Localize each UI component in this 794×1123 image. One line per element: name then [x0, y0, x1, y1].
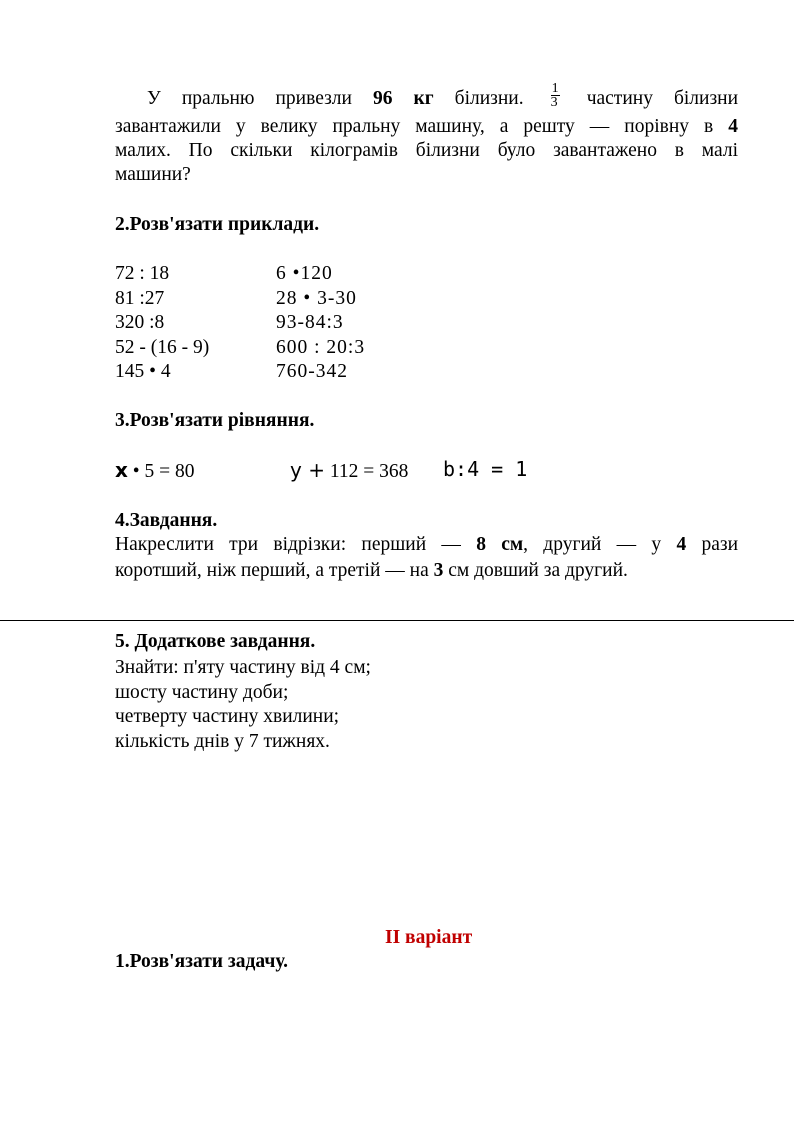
equation-2: y + 112 = 368 — [290, 458, 409, 482]
equation-1: x • 5 = 80 — [115, 458, 195, 482]
task1-line-3: малих. По скільки кілограмів білизни було завантажено в малі — [115, 140, 738, 161]
task2-heading: 2.Розв'язати приклади. — [115, 214, 320, 235]
task4-heading: 4.Завдання. — [115, 510, 218, 531]
example-item: 320 :8 — [115, 312, 165, 333]
task2-left-column — [115, 262, 209, 385]
example-item: 600 : 20:3 — [276, 336, 366, 358]
variant-title: II варіант — [385, 927, 473, 948]
task3-heading: 3.Розв'язати рівняння. — [115, 410, 315, 431]
task4-line-2: коротший, ніж перший, а третій — на 3 см довший за другий. — [115, 560, 628, 581]
equation-3: b:4 = 1 — [443, 457, 528, 481]
task1-mass: 96 кг — [373, 87, 434, 109]
example-item: 28 • 3-30 — [276, 287, 357, 309]
list-item: шосту частину доби; — [115, 681, 289, 703]
separator-line — [0, 620, 794, 621]
example-item: 6 •120 — [276, 263, 333, 284]
example-item: 760-342 — [276, 361, 348, 382]
example-item: 72 : 18 — [115, 263, 170, 284]
variant2-task1-heading: 1.Розв'язати задачу. — [115, 951, 288, 972]
task1-line-1 — [115, 81, 739, 113]
task1-line-2: завантажили у велику пральну машину, а решту — порівну в 4 — [115, 116, 738, 137]
task1-text: білизни. — [454, 87, 524, 109]
task1-text: У пральню привезли — [147, 87, 352, 109]
task5-heading: 5. Додаткове завдання. — [115, 631, 316, 652]
example-item: 145 • 4 — [115, 361, 171, 382]
list-item: кількість днів у 7 тижнях. — [115, 730, 330, 752]
task1-text: частину білизни — [586, 87, 739, 109]
task5-list — [115, 656, 371, 754]
task4-line-1: Накреслити три відрізки: перший — 8 см, другий — у 4 рази — [115, 534, 739, 555]
task2-right-column — [276, 262, 365, 385]
list-item: Знайти: п'яту частину від 4 см; — [115, 657, 371, 678]
example-item: 81 :27 — [115, 287, 165, 309]
example-item: 93-84:3 — [276, 312, 344, 333]
list-item: четверту частину хвилини; — [115, 706, 340, 727]
task1-line-4: машини? — [115, 164, 191, 185]
example-item: 52 - (16 - 9) — [115, 336, 210, 358]
fraction-one-third: $\frac{1}{3}$ — [550, 81, 559, 110]
